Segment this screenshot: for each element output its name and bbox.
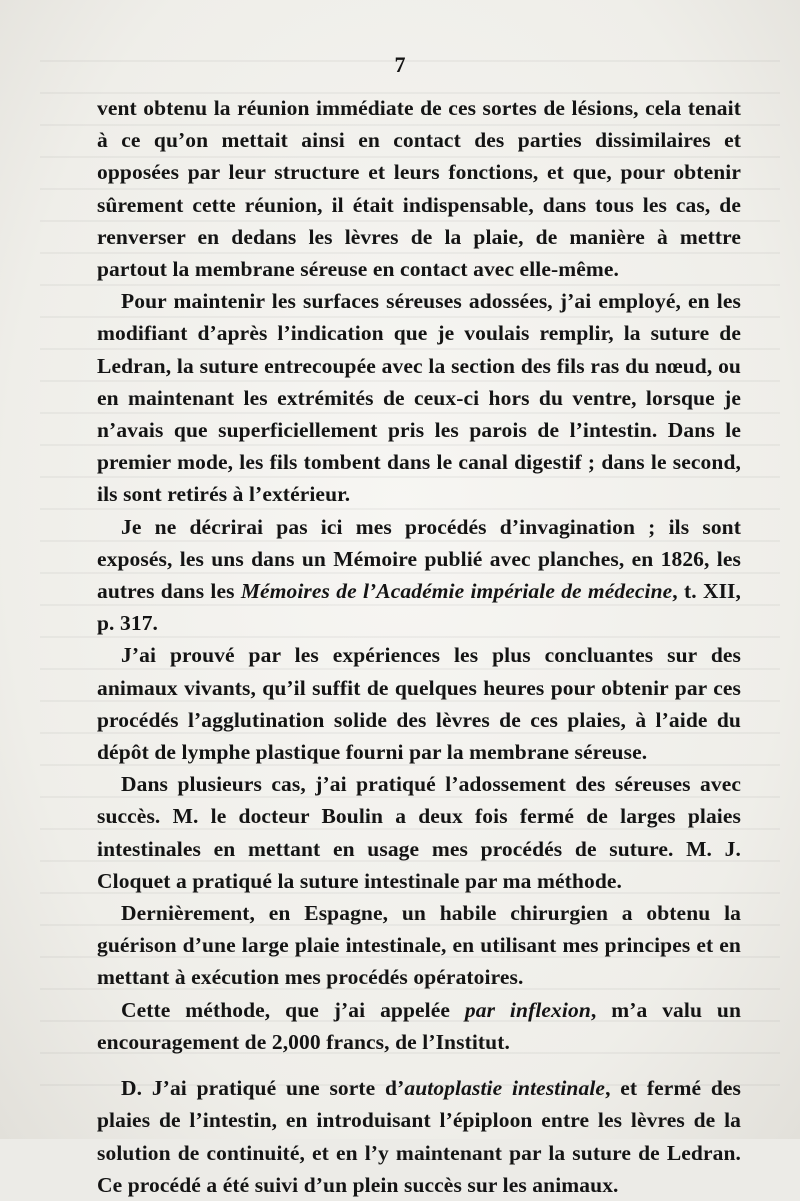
paragraph-autoplastie-rest: , et fermé des plaies de l’intestin, en introduisant l’épiploon entre les lèvres de la solution de continuité, et en l’y maintenant par la suture de Ledran. Ce procédé a été suivi d’un plein succès sur les animaux. (97, 1076, 742, 1197)
paragraph-autoplastie (97, 1072, 741, 1201)
paragraph-method-rest: , m’a valu un encouragement de 2,000 francs, de l’Institut. (97, 997, 741, 1054)
paragraph-autoplastie-term: autoplastie intestinale (404, 1076, 606, 1101)
paragraph-spain: Dernièrement, en Espagne, un habile chirurgien a obtenu la guérison d’une large plaie intestinale, en utilisant mes principes et en mettant à exécution mes procédés opératoires. (97, 901, 741, 990)
paragraph-autoplastie-text: D. J’ai pratiqué une sorte d’ (121, 1076, 405, 1101)
paragraph-invagination-text: Je ne décrirai pas ici mes procédés d’invagination ; ils sont exposés, les uns dans un Mémoire publié avec planches, en 1826, les autres dans les (97, 514, 741, 604)
paragraph-invagination-title: Mémoires de l’Académie impériale de médecine (240, 579, 673, 604)
paragraph-experiments: J’ai prouvé par les expériences les plus concluantes sur des animaux vivants, qu’il suffit de quelques heures pour obtenir par ces procédés l’agglutination solide des lèvres de ces plaies, à l’aide du dépôt de lymphe plastique fourni par la membrane séreuse. (97, 643, 741, 765)
body-text (97, 92, 741, 1201)
paragraph-method (97, 994, 741, 1058)
paragraph-cases: Dans plusieurs cas, j’ai pratiqué l’adossement des séreuses avec succès. M. le docteur Boulin a deux fois fermé de larges plaies intestinales en mettant en usage mes procédés de suture. M. J. Cloquet a pratiqué la suture intestinale par ma méthode. (97, 772, 741, 893)
paragraph-method-term: par inflexion (464, 997, 591, 1022)
paragraph-method-text: Cette méthode, que j’ai appelée (121, 997, 465, 1022)
paragraph-invagination (97, 511, 741, 640)
paragraph-invagination-ref: , t. XII, p. 317. (97, 579, 741, 636)
paragraph-sutures: Pour maintenir les surfaces séreuses adossées, j’ai employé, en les modifiant d’après l’indication que je voulais remplir, la suture de Ledran, la suture entrecoupée avec la section des fils ras du nœud, ou en maintenant les extrémités de ceux-ci hors du ventre, lorsque je n’avais que superficiellement pris les parois de l’intestin. Dans le premier mode, les fils tombent dans le canal digestif ; dans le second, ils sont retirés à l’extérieur. (97, 289, 741, 507)
paragraph-continuation: vent obtenu la réunion immédiate de ces sortes de lésions, cela tenait à ce qu’on mettait ainsi en contact des parties dissimilaires et opposées par leur structure et leurs fonctions, et que, pour obtenir sûrement cette réunion, il était indispensable, dans tous les cas, de renverser en dedans les lèvres de la plaie, de manière à mettre partout la membrane séreuse en contact avec elle-même. (97, 96, 741, 282)
section-gap (97, 1058, 741, 1072)
page-number: 7 (394, 52, 406, 77)
